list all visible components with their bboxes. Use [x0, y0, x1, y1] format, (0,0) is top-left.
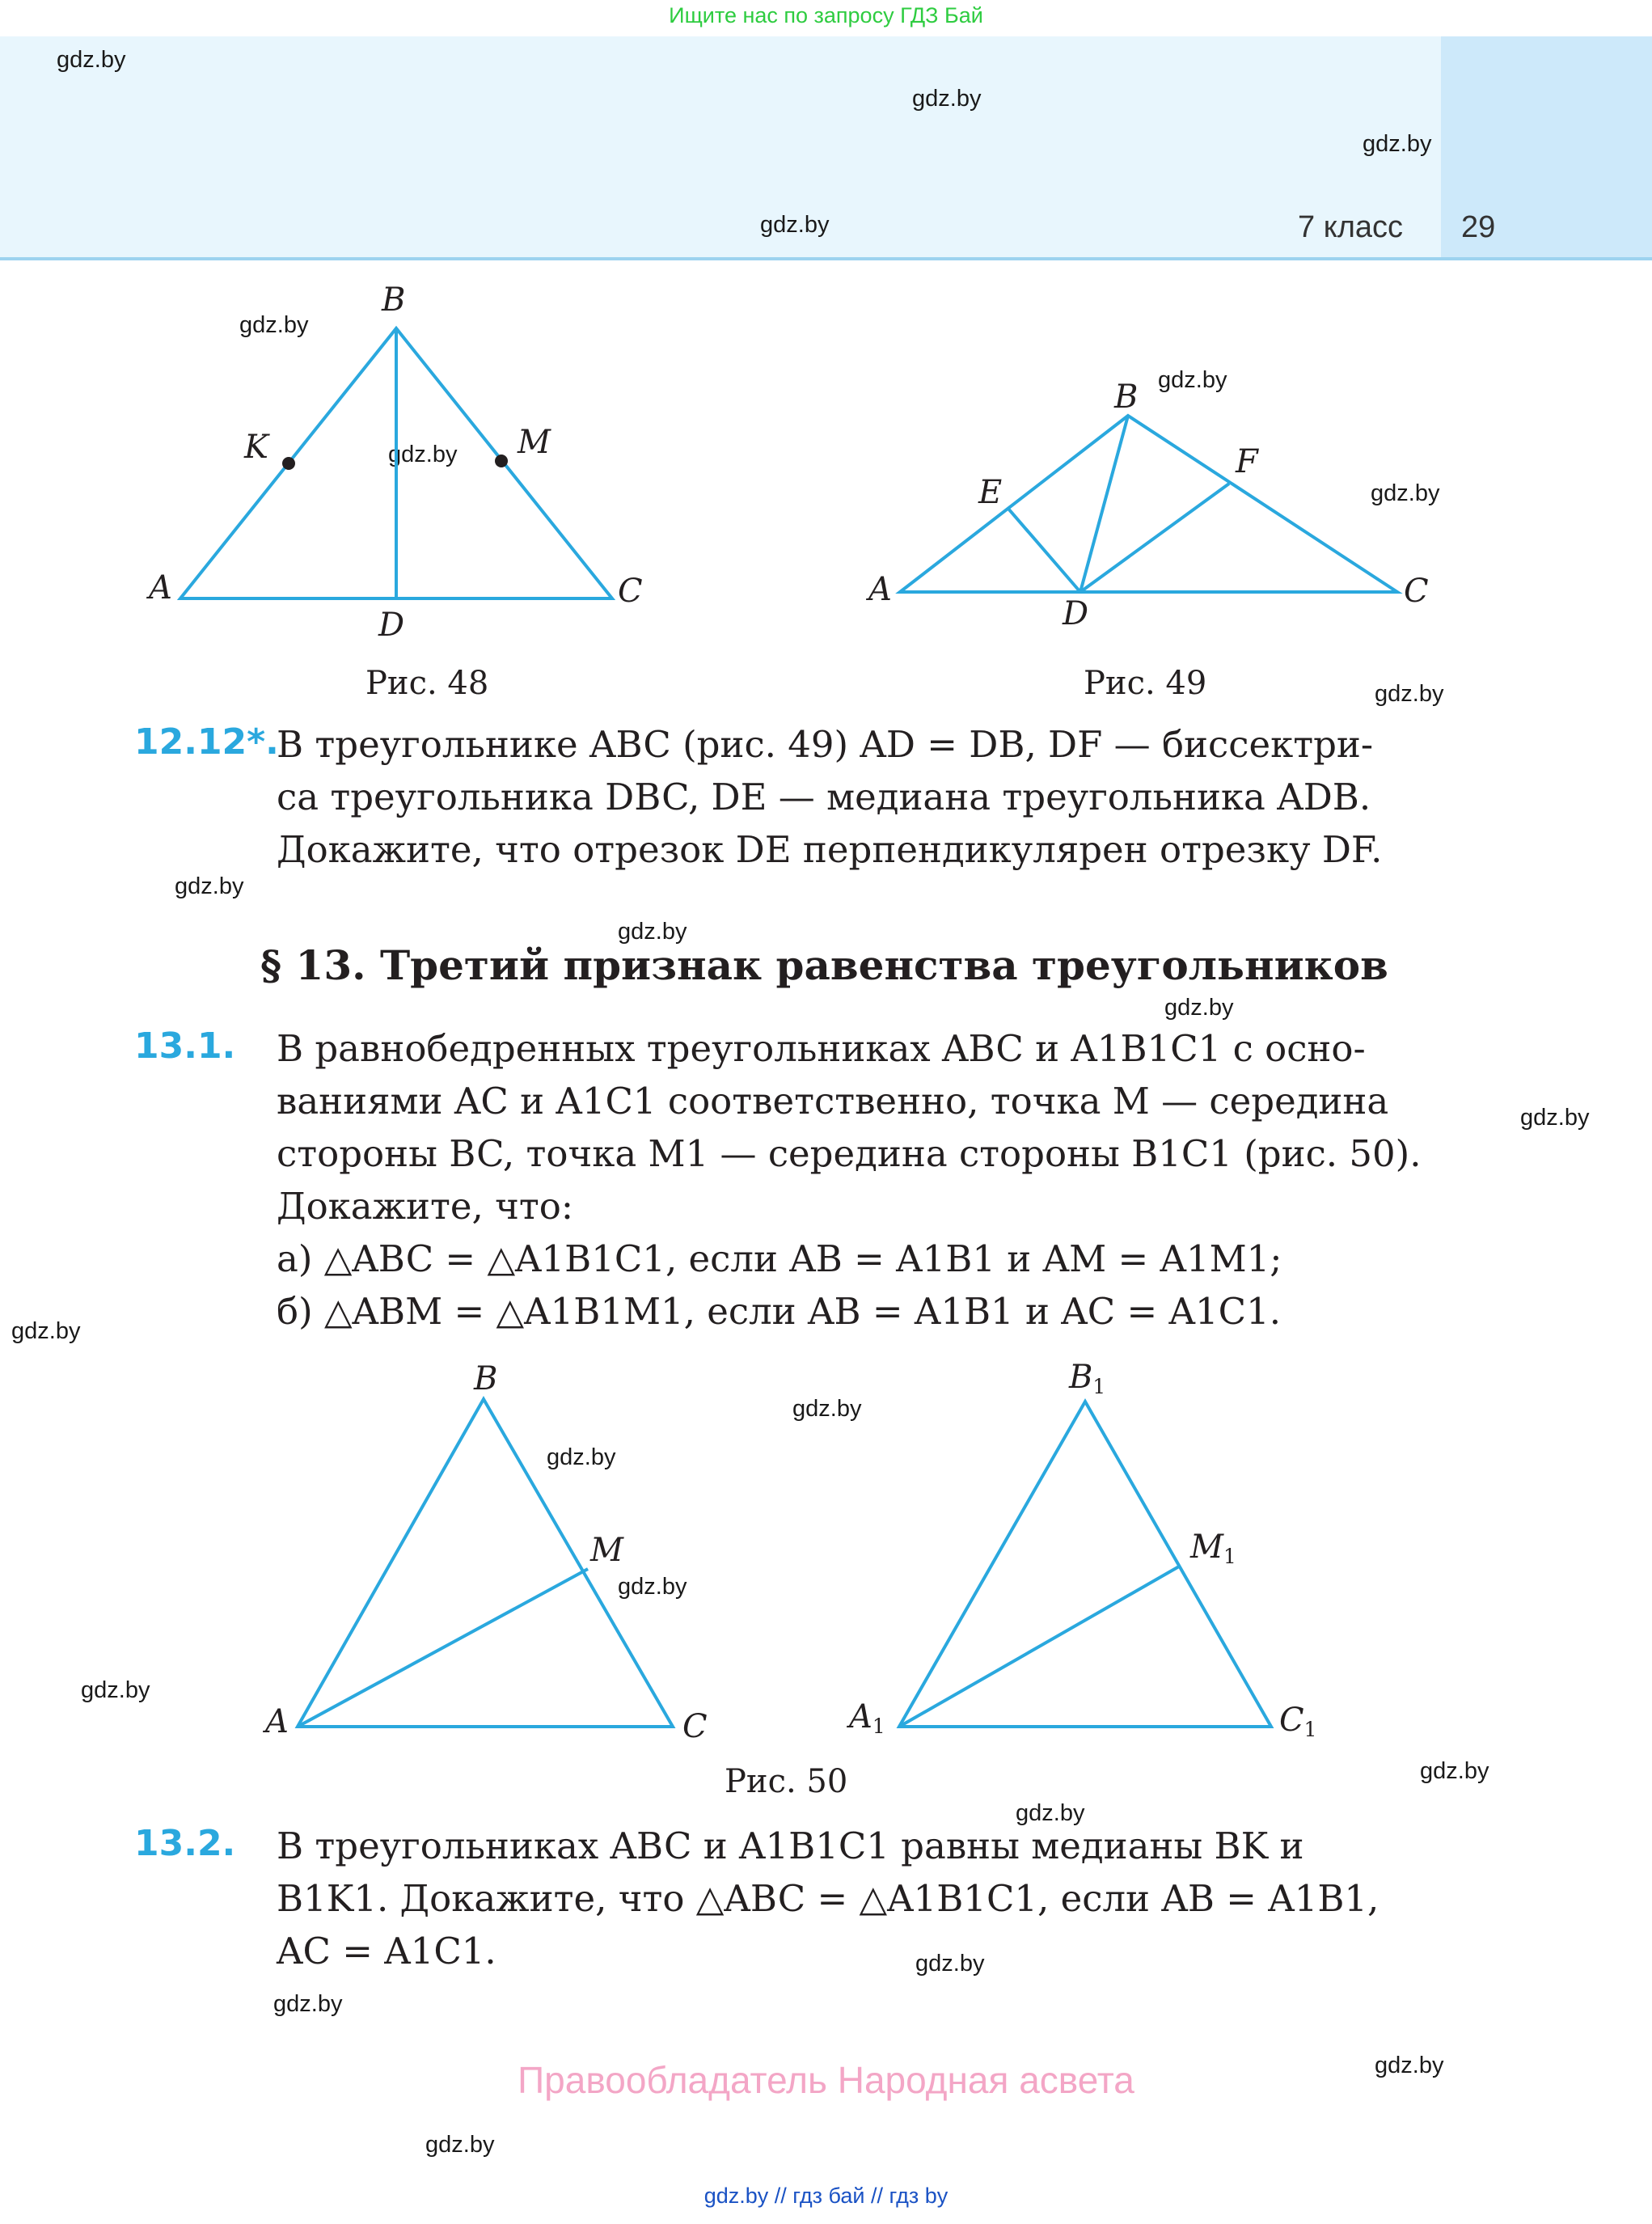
watermark: gdz.by [175, 873, 244, 899]
fig49-segment-de [1008, 509, 1080, 592]
fig50-label-m: M [590, 1532, 623, 1569]
fig49-label-d: D [1063, 595, 1089, 632]
fig48-point-k [282, 457, 295, 470]
text-line: стороны BC, точка M1 — середина стороны B1C1 (рис. 50). [277, 1132, 1422, 1175]
watermark: gdz.by [1158, 367, 1227, 393]
fig50-label-m1: $M_1$ [1190, 1528, 1236, 1568]
fig49-label-a: A [868, 571, 892, 608]
text-line: са треугольника DBC, DE — медиана треугольника ADB. [277, 776, 1371, 818]
fig49-caption: Рис. 49 [1084, 665, 1207, 702]
text-line: ваниями AC и A1C1 соответственно, точка M — середина [277, 1080, 1389, 1123]
fig48-label-b: B [382, 281, 406, 319]
watermark: gdz.by [912, 86, 982, 112]
fig49-label-b: B [1114, 378, 1139, 416]
watermark: gdz.by [760, 212, 830, 238]
grade-label: 7 класс [1298, 210, 1404, 244]
fig49-label-c: C [1404, 573, 1429, 610]
watermark: gdz.by [792, 1396, 862, 1422]
problem-13-2-text [277, 1820, 1441, 1977]
fig50-label-b: B [474, 1360, 498, 1397]
watermark: gdz.by [388, 442, 458, 467]
fig48-label-d: D [378, 607, 405, 644]
fig48-label-m: M [518, 424, 551, 461]
watermark: gdz.by [57, 47, 126, 73]
fig48-label-c: C [618, 573, 643, 610]
text-line: В треугольнике ABC (рис. 49) AD = DB, DF — биссектри- [277, 723, 1374, 766]
watermark: gdz.by [1375, 681, 1444, 707]
text-line: AC = A1C1. [277, 1930, 496, 1972]
fig49-triangle-abc [900, 416, 1397, 592]
watermark: gdz.by [425, 2132, 495, 2158]
fig50-label-b1: $B_1$ [1069, 1359, 1106, 1398]
fig49-label-f: F [1236, 443, 1258, 480]
fig49-label-e: E [978, 474, 1003, 511]
problem-12-12-text [277, 718, 1441, 876]
watermark: gdz.by [1016, 1800, 1085, 1826]
fig50-caption: Рис. 50 [725, 1763, 848, 1800]
watermark: gdz.by [239, 312, 309, 338]
bottom-links[interactable]: gdz.by // гдз бай // гдз by [703, 2184, 949, 2208]
watermark: gdz.by [1363, 131, 1432, 157]
text-line: Докажите, что: [277, 1185, 574, 1228]
problem-13-2-number: 13.2. [134, 1823, 236, 1864]
watermark: gdz.by [547, 1444, 616, 1470]
text-line: B1K1. Докажите, что △ABC = △A1B1C1, если AB = A1B1, [277, 1877, 1379, 1920]
problem-12-12-number: 12.12*. [134, 721, 279, 763]
text-line: В треугольниках ABC и A1B1C1 равны медианы BK и [277, 1824, 1304, 1867]
text-line: Докажите, что отрезок DE перпендикулярен отрезку DF. [277, 828, 1383, 871]
text-line: а) △ABC = △A1B1C1, если AB = A1B1 и AM = A1M1; [277, 1237, 1282, 1280]
watermark: gdz.by [1420, 1758, 1489, 1784]
fig48-caption: Рис. 48 [365, 665, 489, 702]
fig48-label-k: K [244, 429, 268, 466]
top-search-link[interactable]: Ищите нас по запросу ГДЗ Бай [669, 3, 983, 27]
page-number: 29 [1461, 210, 1496, 244]
watermark: gdz.by [618, 919, 687, 945]
fig48-label-a: A [149, 569, 172, 607]
fig49-segment-bd [1080, 416, 1128, 592]
fig50-label-c1: $C_1$ [1279, 1702, 1317, 1741]
fig49-segment-df [1080, 484, 1229, 592]
watermark: gdz.by [11, 1318, 81, 1344]
text-line: б) △ABM = △A1B1M1, если AB = A1B1 и AC = A1C1. [277, 1290, 1282, 1333]
watermark: gdz.by [618, 1574, 687, 1600]
problem-13-1-text [277, 1022, 1441, 1338]
watermark: gdz.by [915, 1951, 985, 1977]
watermark: gdz.by [1164, 995, 1234, 1021]
copyright-notice: Правообладатель Народная асвета [518, 2059, 1134, 2101]
watermark: gdz.by [1520, 1105, 1590, 1131]
watermark: gdz.by [1371, 480, 1440, 506]
watermark: gdz.by [1375, 2053, 1444, 2078]
fig50-label-c: C [682, 1708, 708, 1745]
text-line: В равнобедренных треугольниках ABC и A1B1C1 с осно- [277, 1027, 1366, 1070]
fig50-label-a1: $A_1$ [849, 1698, 885, 1738]
problem-13-1-number: 13.1. [134, 1025, 236, 1067]
watermark: gdz.by [273, 1991, 343, 2017]
watermark: gdz.by [81, 1677, 150, 1703]
figure-49 [900, 416, 1397, 592]
fig50-label-a: A [265, 1703, 289, 1740]
section-title: § 13. Третий признак равенства треугольников [260, 941, 1388, 989]
fig48-point-m [495, 455, 508, 467]
fig50-segment-a1m1 [899, 1567, 1179, 1727]
